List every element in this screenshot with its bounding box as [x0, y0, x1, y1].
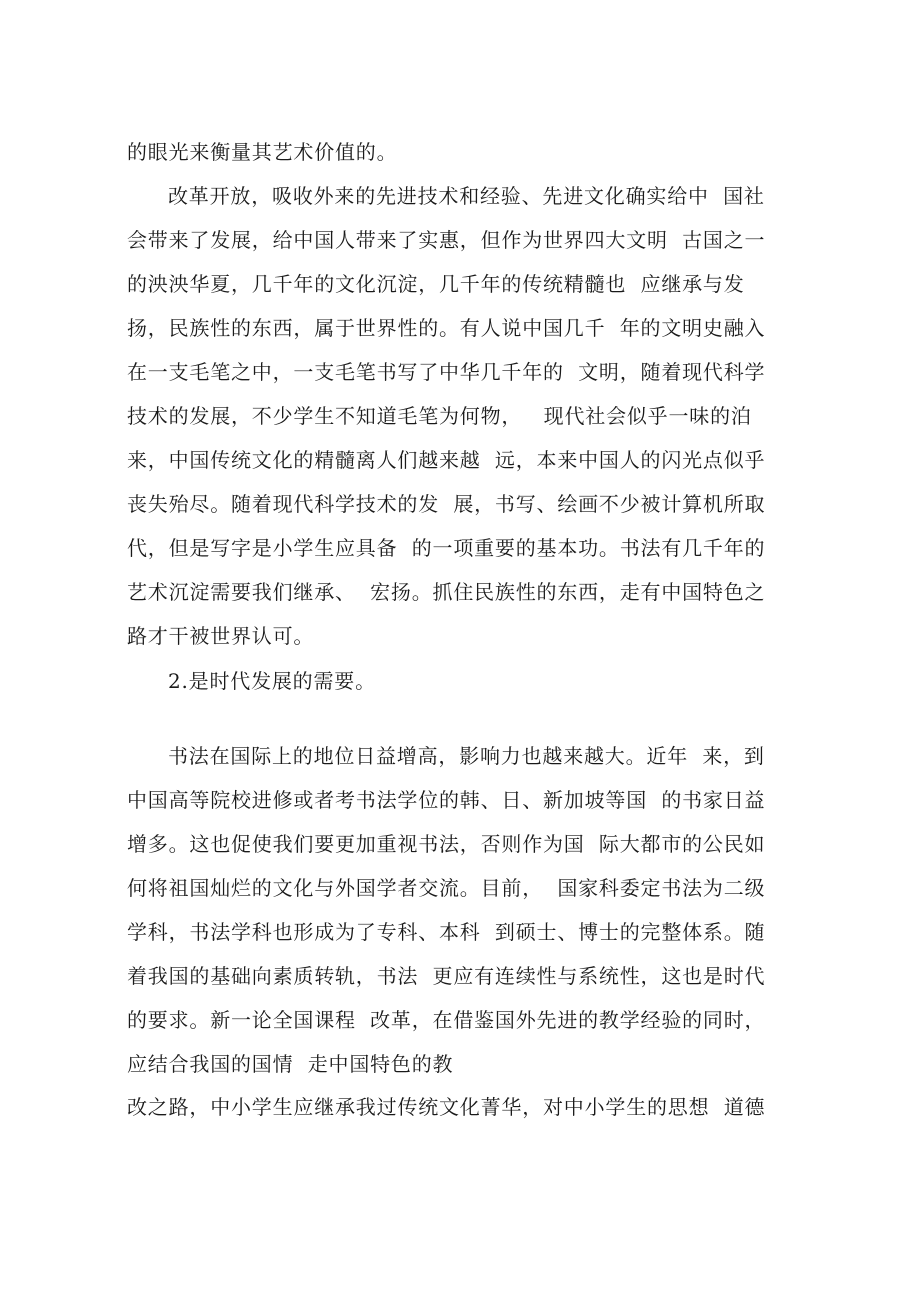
- paragraph-line: 技术的发展，不少学生不知道毛笔为何物， 现代社会似乎一味的泊: [127, 404, 752, 428]
- paragraph-line: 增多。这也促使我们要更加重视书法，否则作为国 际大都市的公民如: [127, 832, 766, 856]
- section-heading: 2.是时代发展的需要。: [168, 669, 376, 693]
- paragraph-line: 着我国的基础向素质转轨，书法 更应有连续性与系统性，这也是时代: [127, 964, 766, 988]
- paragraph-line: 改之路，中小学生应继承我过传统文化菁华，对中小学生的思想 道德: [127, 1095, 766, 1119]
- paragraph-line: 的眼光来衡量其艺术价值的。: [127, 140, 398, 164]
- paragraph-line: 何将祖国灿烂的文化与外国学者交流。目前， 国家科委定书法为二级: [127, 876, 766, 900]
- paragraph-line: 在一支毛笔之中，一支毛笔书写了中华几千年的 文明，随着现代科学: [127, 360, 766, 384]
- paragraph-line: 改革开放，吸收外来的先进技术和经验、先进文化确实给中 国社: [168, 184, 765, 208]
- paragraph-line: 代，但是写字是小学生应具备 的一项重要的基本功。书法有几千年的: [127, 536, 766, 560]
- paragraph-line: 中国高等院校进修或者考书法学位的韩、日、新加坡等国 的书家日益: [127, 788, 766, 812]
- paragraph-line: 来，中国传统文化的精髓离人们越来越 远，本来中国人的闪光点似乎: [127, 448, 766, 472]
- paragraph-line: 会带来了发展，给中国人带来了实惠，但作为世界四大文明 古国之一: [127, 228, 766, 252]
- paragraph-line: 艺术沉淀需要我们继承、 宏扬。抓住民族性的东西，走有中国特色之: [127, 580, 766, 604]
- paragraph-line: 书法在国际上的地位日益增高，影响力也越来越大。近年 来，到: [168, 744, 765, 768]
- paragraph-line: 路才干被世界认可。: [127, 624, 315, 648]
- paragraph-line: 的要求。新一论全国课程 改革，在借鉴国外先进的教学经验的同时，: [127, 1008, 766, 1032]
- paragraph-line: 的泱泱华夏，几千年的文化沉淀，几千年的传统精髓也 应继承与发: [127, 272, 745, 296]
- paragraph-line: 丧失殆尽。随着现代科学技术的发 展，书写、绘画不少被计算机所取: [127, 492, 766, 516]
- paragraph-line: 学科，书法学科也形成为了专科、本科 到硕士、博士的完整体系。随: [127, 920, 766, 944]
- paragraph-line: 应结合我国的国情 走中国特色的教: [127, 1052, 454, 1076]
- paragraph-line: 扬，民族性的东西，属于世界性的。有人说中国几千 年的文明史融入: [127, 316, 766, 340]
